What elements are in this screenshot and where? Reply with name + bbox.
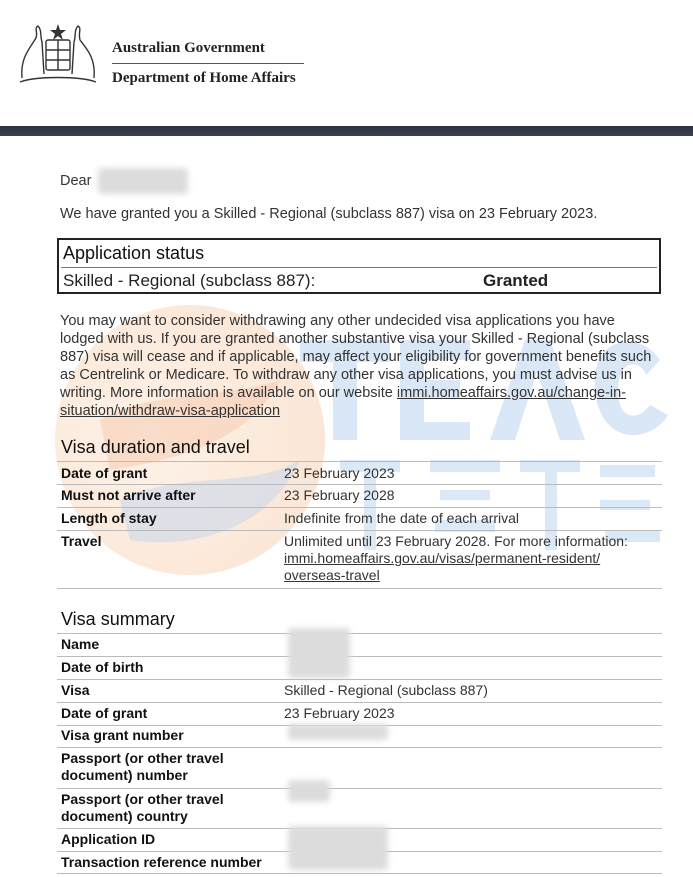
header-band: [0, 126, 693, 136]
application-status-value: Granted: [483, 271, 549, 290]
row-divider: [57, 788, 662, 789]
row-divider: [57, 461, 662, 462]
summary-label-name: Name: [61, 636, 100, 652]
summary-label-date-of-grant: Date of grant: [61, 705, 148, 721]
summary-label-transaction-ref: Transaction reference number: [61, 854, 262, 870]
summary-section-title: Visa summary: [61, 609, 175, 629]
overseas-travel-link-cont[interactable]: overseas-travel: [284, 567, 380, 583]
withdraw-info-link[interactable]: immi.homeaffairs.gov.au/change-in-: [396, 385, 627, 401]
overseas-travel-link[interactable]: immi.homeaffairs.gov.au/visas/permanent-resident/: [284, 550, 601, 566]
summary-label-grant-number: Visa grant number: [61, 727, 184, 743]
advice-line-4: as Centrelink or Medicare. To withdraw any other visa applications, you must advise us in: [60, 367, 632, 383]
duration-label-travel: Travel: [61, 533, 102, 549]
row-divider: [57, 873, 662, 874]
summary-label-passport-number-2: document) number: [61, 767, 188, 783]
advice-line-2: lodged with us. If you are granted another substantive visa your Skilled - Regional (subclass: [60, 331, 650, 347]
grant-sentence: We have granted you a Skilled - Regional (subclass 887) visa on 23 February 2023.: [60, 206, 598, 222]
redacted-grant-number: [288, 724, 388, 740]
row-divider: [57, 588, 662, 589]
redacted-name: [98, 168, 188, 194]
redacted-name-dob: [288, 628, 350, 678]
advice-line-3: 887) visa will cease and if applicable, may affect your eligibility for government benefits such: [60, 349, 652, 365]
duration-value-length-of-stay: Indefinite from the date of each arrival: [284, 510, 520, 526]
application-status-box: [57, 238, 661, 294]
summary-label-application-id: Application ID: [61, 831, 156, 847]
letterhead: [0, 0, 693, 126]
row-divider: [57, 530, 662, 531]
duration-label-date-of-grant: Date of grant: [61, 465, 148, 481]
summary-value-visa: Skilled - Regional (subclass 887): [284, 682, 488, 698]
redacted-passport: [288, 780, 330, 802]
withdraw-info-link-cont[interactable]: situation/withdraw-visa-application: [60, 403, 281, 419]
summary-label-passport-country-1: Passport (or other travel: [61, 791, 224, 807]
row-divider: [57, 484, 662, 485]
redacted-application-id: [288, 826, 388, 870]
application-status-label: Skilled - Regional (subclass 887):: [63, 271, 316, 290]
row-divider: [57, 507, 662, 508]
summary-label-dob: Date of birth: [61, 659, 144, 675]
travel-link-line1-wrap: [284, 550, 600, 567]
row-divider: [57, 747, 662, 748]
duration-value-travel: Unlimited until 23 February 2028. For more information:: [284, 533, 628, 549]
coat-of-arms-icon: [12, 18, 104, 92]
org-name-line2: Department of Home Affairs: [112, 70, 296, 86]
summary-label-visa: Visa: [61, 682, 90, 698]
status-divider: [61, 267, 657, 268]
travel-link-line2-wrap: [284, 567, 380, 584]
advice-line-6: [60, 402, 280, 420]
duration-label-length-of-stay: Length of stay: [61, 510, 157, 526]
row-divider: [57, 656, 662, 657]
summary-label-passport-number-1: Passport (or other travel: [61, 750, 224, 766]
org-divider: [112, 63, 304, 64]
advice-line-5-text: writing. More information is available on our website: [60, 385, 397, 401]
summary-value-date-of-grant: 23 February 2023: [284, 705, 395, 721]
row-divider: [57, 633, 662, 634]
advice-line-1: You may want to consider withdrawing any other undecided visa applications you have: [60, 313, 615, 329]
row-divider: [57, 702, 662, 703]
duration-value-date-of-grant: 23 February 2023: [284, 465, 395, 481]
org-name-line1: Australian Government: [112, 40, 265, 56]
duration-section-title: Visa duration and travel: [61, 437, 250, 457]
duration-value-must-not-arrive: 23 February 2028: [284, 487, 395, 503]
summary-label-passport-country-2: document) country: [61, 808, 188, 824]
duration-label-must-not-arrive: Must not arrive after: [61, 487, 196, 503]
advice-line-5: [60, 384, 626, 402]
salutation: Dear: [60, 173, 92, 189]
application-status-title: Application status: [63, 243, 205, 263]
row-divider: [57, 679, 662, 680]
